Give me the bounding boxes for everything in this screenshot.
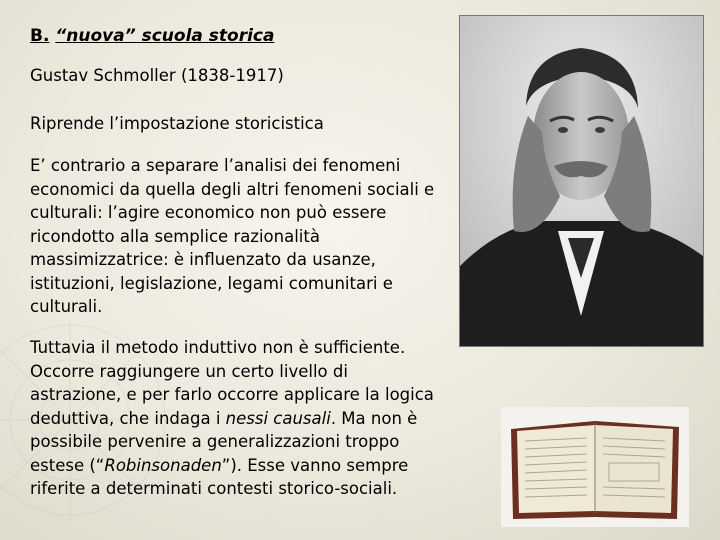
paragraph-2-line: deduttiva, che indaga i bbox=[30, 408, 226, 428]
paragraph-2-line: estese (“ bbox=[30, 455, 105, 475]
intro-text: Riprende l’impostazione storicistica bbox=[30, 114, 324, 133]
section-label: B. bbox=[30, 26, 50, 46]
paragraph-1-line: istituzioni, legislazione, legami comunitari e bbox=[30, 273, 393, 293]
paragraph-2 bbox=[30, 336, 434, 501]
paragraph-2-line: possibile pervenire a generalizzazioni troppo bbox=[30, 432, 400, 451]
paragraph-2-line: riferite a determinati contesti storico-sociali. bbox=[30, 479, 398, 498]
paragraph-1-line: E’ contrario a separare l’analisi dei fenomeni bbox=[30, 156, 401, 175]
paragraph-1 bbox=[30, 154, 434, 319]
slide-title bbox=[30, 26, 274, 46]
paragraph-2-line-end: ”). Esse vanno sempre bbox=[221, 455, 409, 475]
emphasis-robinsonaden: Robinsonaden bbox=[104, 455, 222, 475]
paragraph-2-line: astrazione, e per farlo occorre applicare la logica bbox=[30, 385, 434, 404]
paragraph-2-line: Tuttavia il metodo induttivo non è sufficiente. bbox=[30, 338, 406, 357]
paragraph-1-line: economici da quella degli altri fenomeni sociali e bbox=[30, 179, 435, 199]
paragraph-1-line: culturali. bbox=[30, 297, 103, 316]
author-name: Gustav Schmoller (1838-1917) bbox=[30, 66, 284, 85]
open-book-image bbox=[501, 407, 689, 527]
paragraph-1-line: massimizzatrice: è influenzato da usanze, bbox=[30, 250, 376, 269]
paragraph-1-line: ricondotto alla semplice razionalità bbox=[30, 226, 320, 246]
emphasis-nessi-causali: nessi causali bbox=[225, 408, 331, 428]
portrait-illustration bbox=[460, 16, 703, 346]
schmoller-portrait-photo bbox=[459, 15, 704, 347]
paragraph-1-line: culturali: l’agire economico non può essere bbox=[30, 203, 387, 222]
paragraph-2-line: Occorre raggiungere un certo livello di bbox=[30, 361, 348, 381]
section-title: “nuova” scuola storica bbox=[55, 26, 275, 46]
paragraph-2-line-end: . Ma non è bbox=[330, 408, 418, 428]
